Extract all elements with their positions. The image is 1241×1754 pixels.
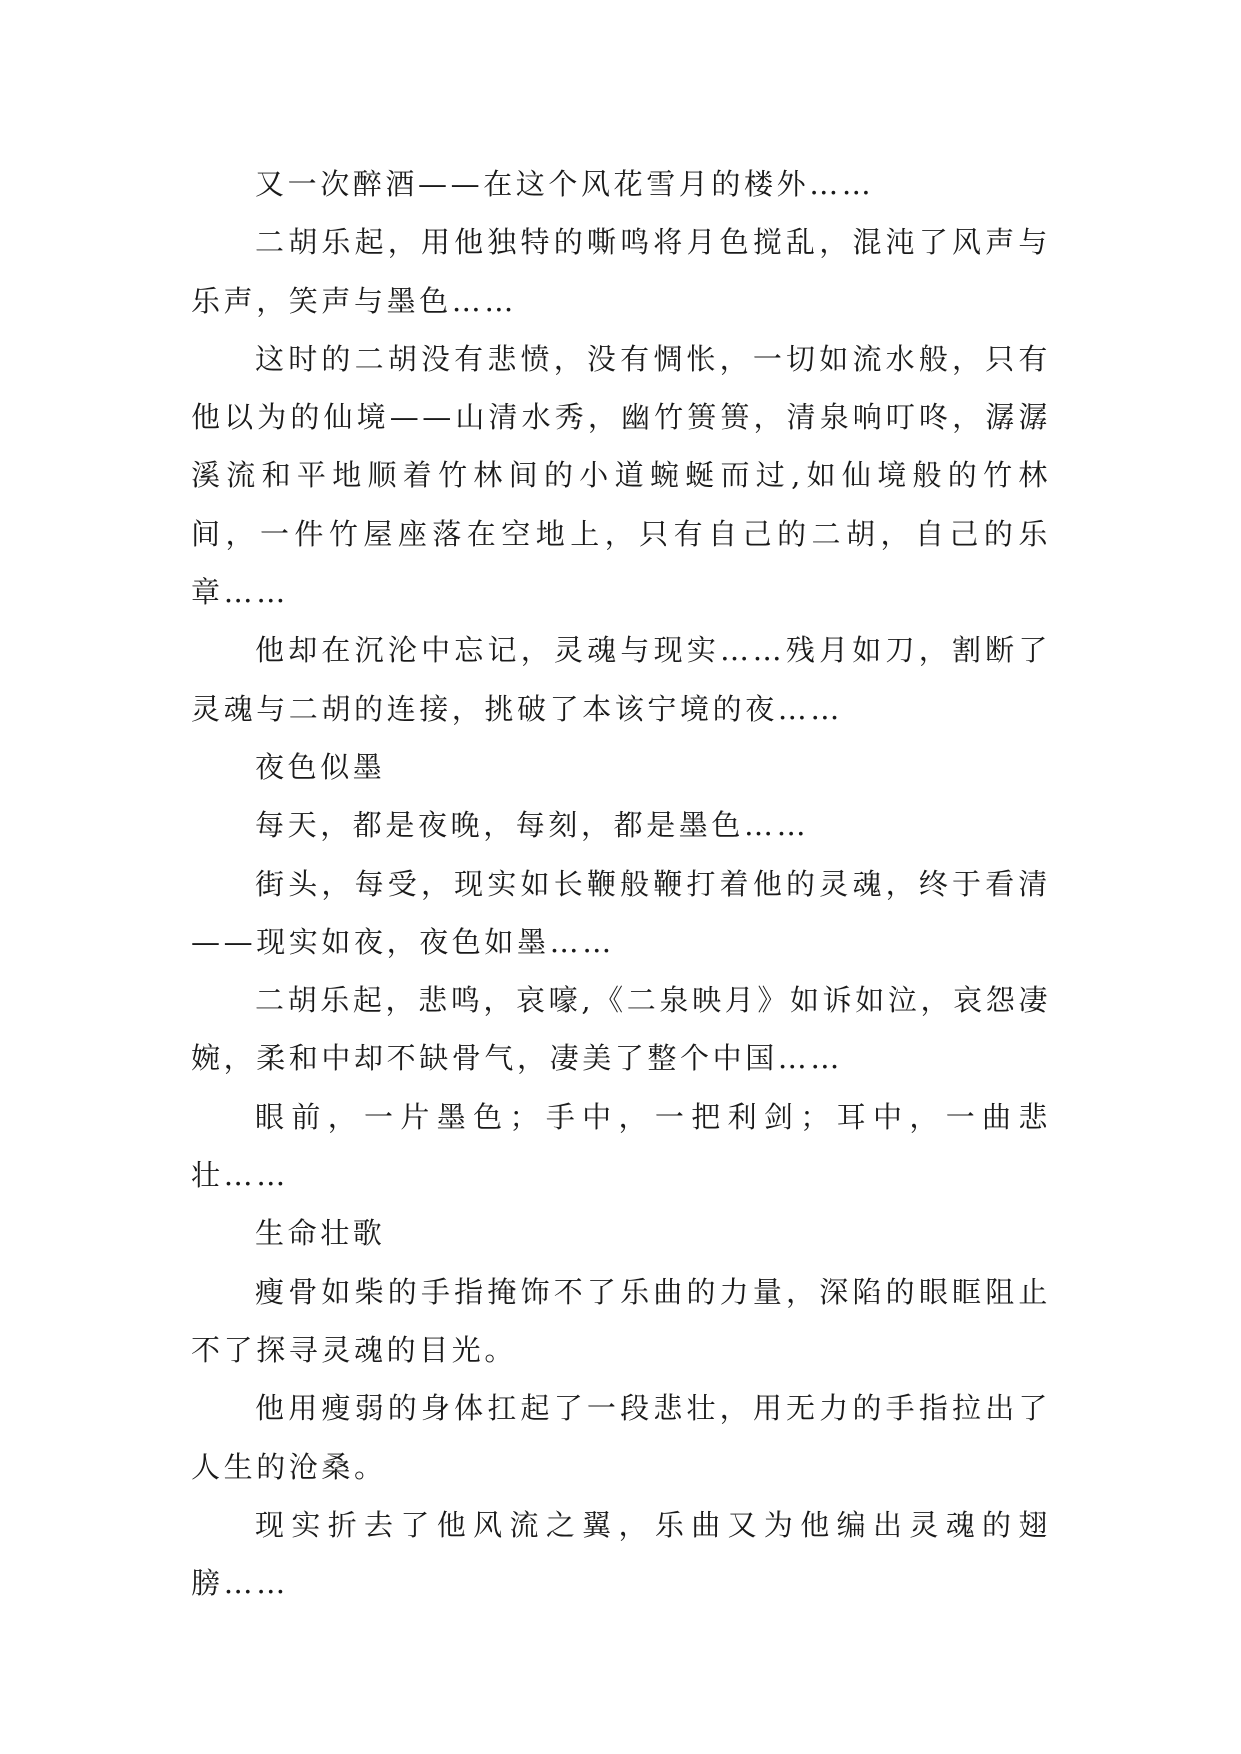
paragraph-12: 他用瘦弱的身体扛起了一段悲壮，用无力的手指拉出了人生的沧桑。 xyxy=(191,1391,1051,1484)
paragraph-4: 他却在沉沦中忘记，灵魂与现实……残月如刀，割断了灵魂与二胡的连接，挑破了本该宁境的夜…… xyxy=(191,633,1051,726)
paragraph-2: 二胡乐起，用他独特的嘶鸣将月色搅乱，混沌了风声与乐声，笑声与墨色…… xyxy=(191,225,1051,318)
paragraph-6: 每天，都是夜晚，每刻，都是墨色…… xyxy=(255,808,810,843)
paragraph-11: 瘦骨如柴的手指掩饰不了乐曲的力量，深陷的眼眶阻止不了探寻灵魂的目光。 xyxy=(191,1274,1051,1367)
paragraph-13: 现实折去了他风流之翼，乐曲又为他编出灵魂的翅膀…… xyxy=(191,1507,1051,1601)
paragraph-3: 这时的二胡没有悲愤，没有惆怅，一切如流水般，只有他以为的仙境——山清水秀，幽竹篑篑，清泉响叮咚，潺潺溪流和平地顺着竹林间的小道蜿蜒而过,如仙境般的竹林间，一件竹屋座落在空地上，只有自己的二胡，自己的乐章…… xyxy=(191,341,1051,610)
document-body xyxy=(191,155,1051,1612)
paragraph-9: 眼前，一片墨色；手中，一把利剑；耳中，一曲悲壮…… xyxy=(191,1099,1051,1193)
section-heading-life: 生命壮歌 xyxy=(255,1216,386,1251)
paragraph-8: 二胡乐起，悲鸣，哀嚎,《二泉映月》如诉如泣，哀怨凄婉，柔和中却不缺骨气，凄美了整个中国…… xyxy=(191,983,1051,1076)
paragraph-1: 又一次醉酒——在这个风花雪月的楼外…… xyxy=(255,167,875,201)
section-heading-night: 夜色似墨 xyxy=(255,749,386,784)
paragraph-7: 街头，每受，现实如长鞭般鞭打着他的灵魂，终于看清——现实如夜，夜色如墨…… xyxy=(191,866,1051,959)
